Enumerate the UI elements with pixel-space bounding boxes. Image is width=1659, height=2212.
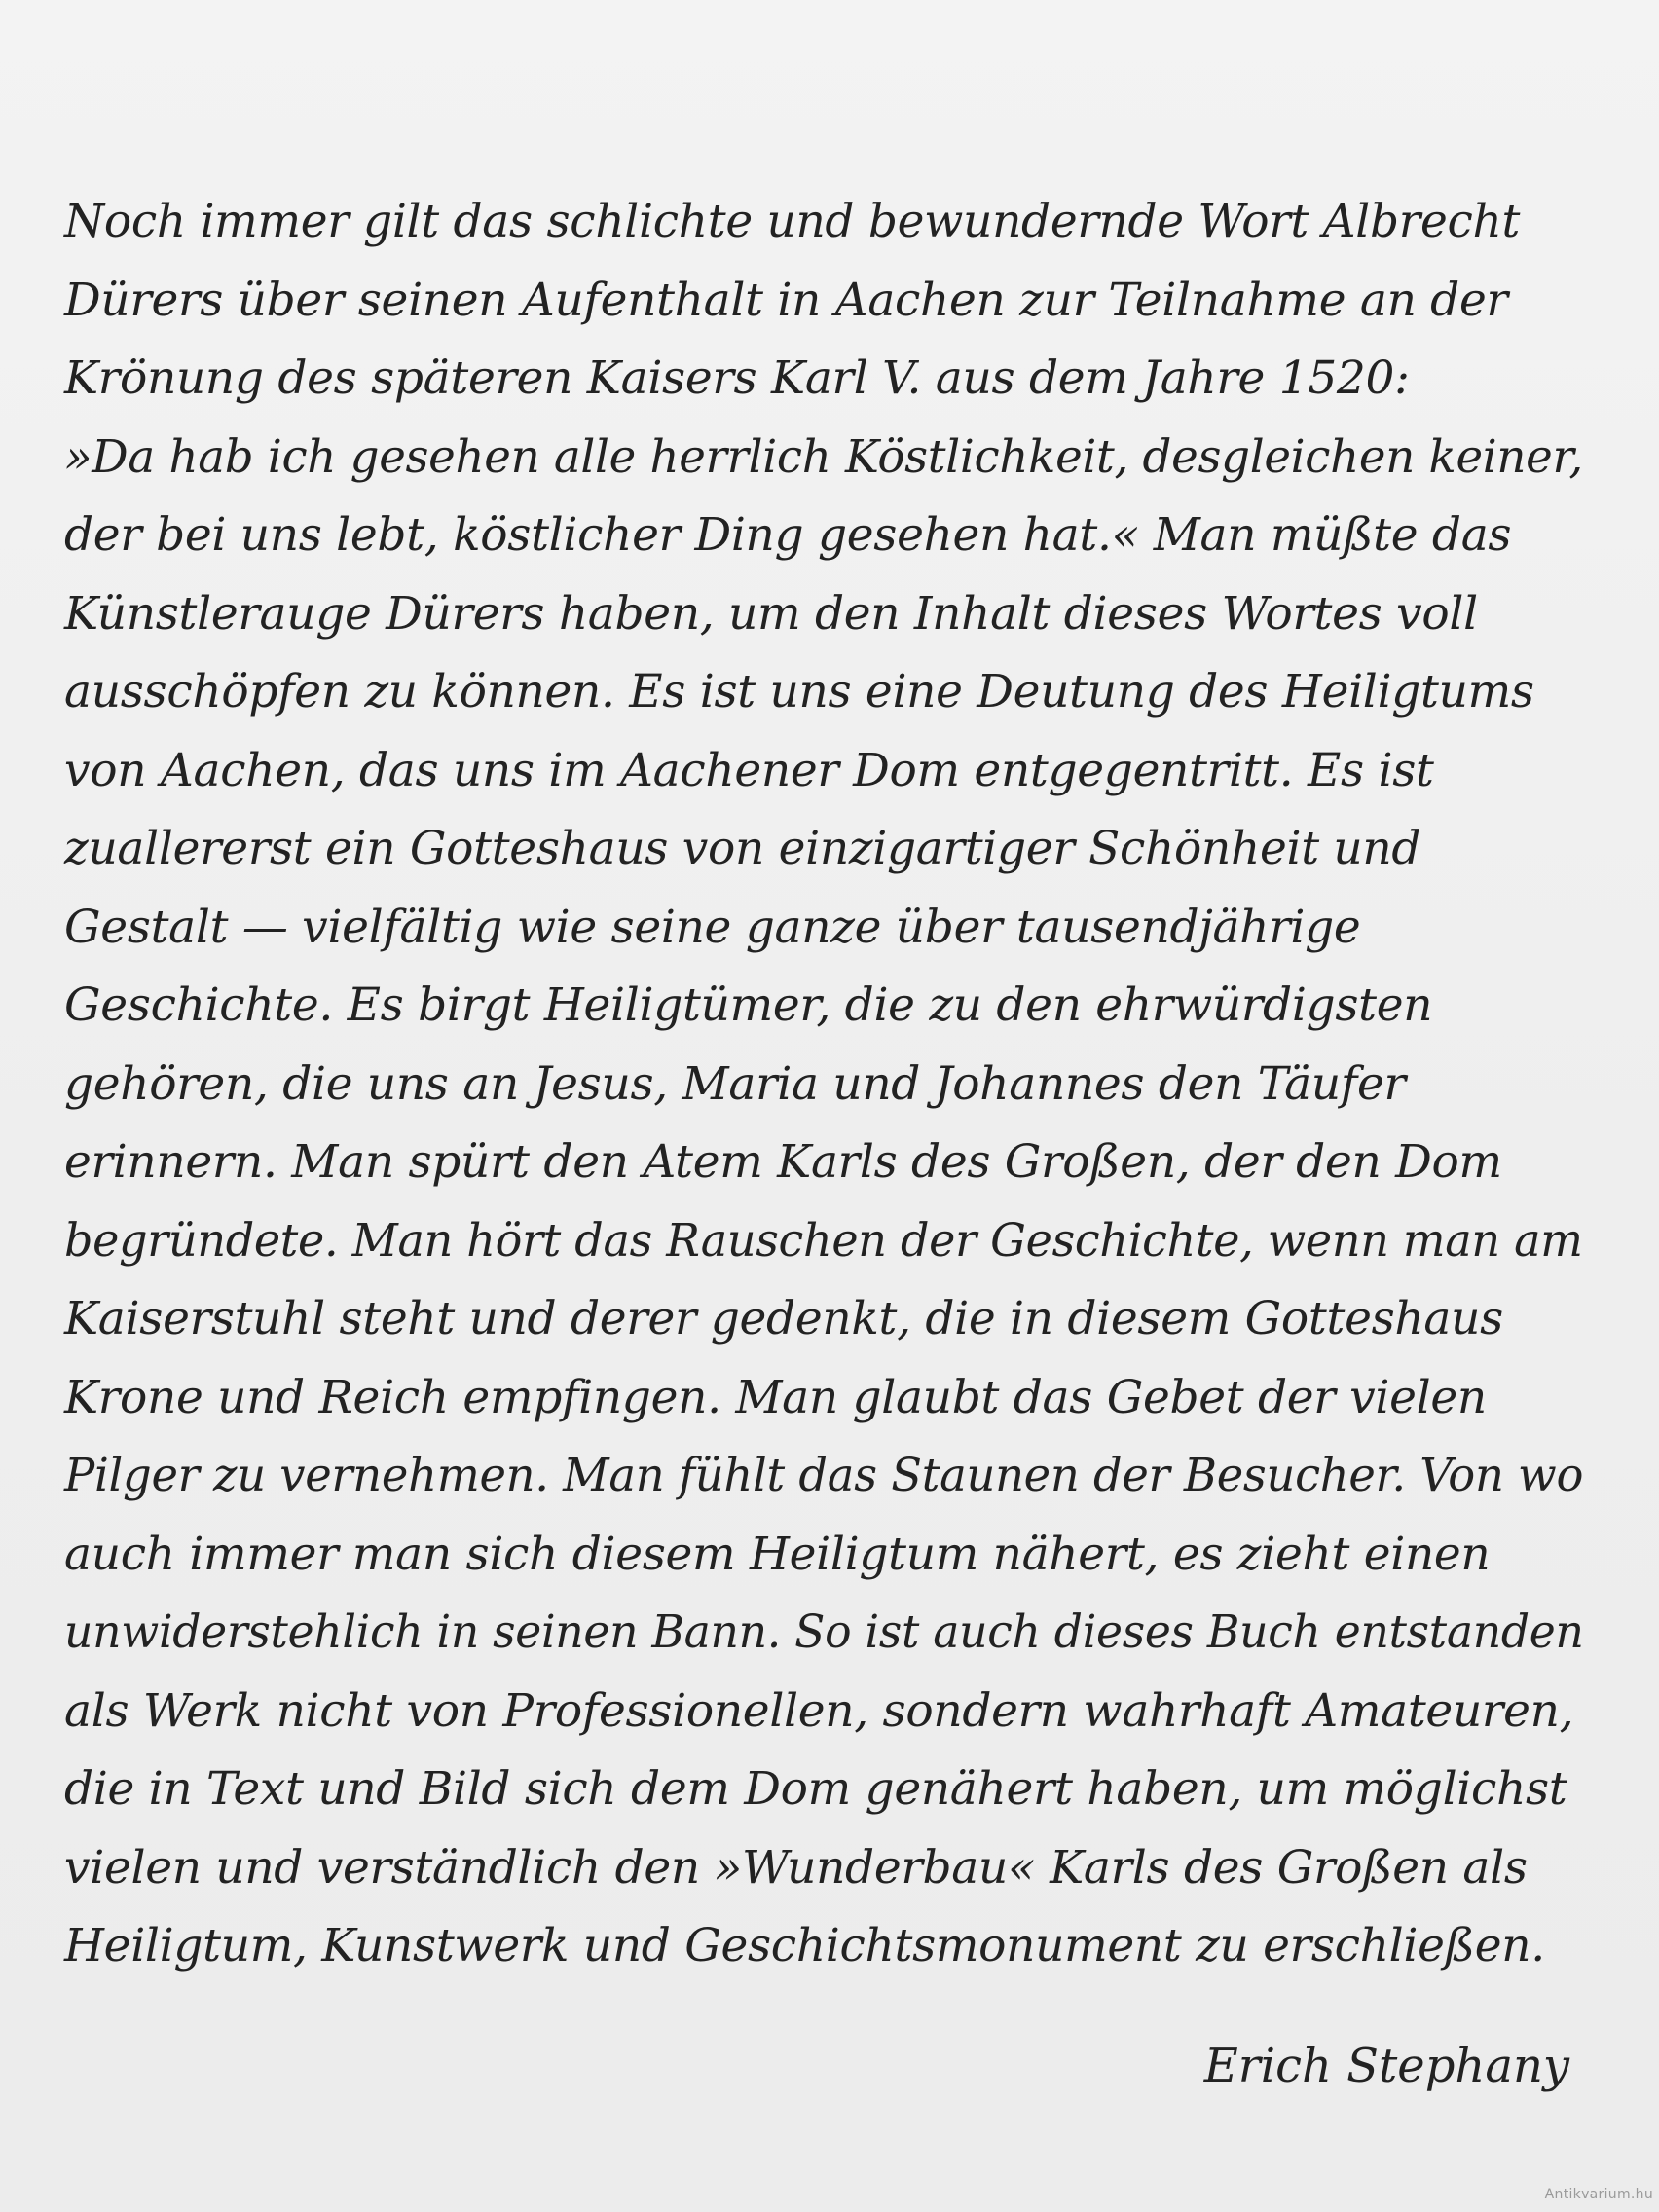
text-line: Noch immer gilt das schlichte und bewundernde Wort Albrecht [64, 195, 1521, 248]
text-line: erinnern. Man spürt den Atem Karls des Großen, der den Dom [64, 1135, 1502, 1189]
text-line: vielen und verständlich den »Wunderbau« Karls des Großen als [64, 1840, 1528, 1895]
text-line: zuallererst ein Gotteshaus von einzigartiger Schönheit und [64, 822, 1421, 875]
text-line: Gestalt — vielfältig wie seine ganze über tausendjährige [64, 900, 1361, 954]
watermark: Antikvarium.hu [1544, 2187, 1653, 2202]
text-line: ausschöpfen zu können. Es ist uns eine Deutung des Heiligtums [64, 665, 1534, 719]
text-line: Krönung des späteren Kaisers Karl V. aus dem Jahre 1520: [64, 351, 1410, 405]
text-line: auch immer man sich diesem Heiligtum nähert, es zieht einen [64, 1527, 1491, 1581]
text-line: Krone und Reich empfingen. Man glaubt das Gebet der vielen [64, 1370, 1487, 1424]
text-line: Geschichte. Es birgt Heiligtümer, die zu den ehrwürdigsten [64, 978, 1433, 1032]
text-line: Dürers über seinen Aufenthalt in Aachen zur Teilnahme an der [64, 273, 1508, 327]
text-line: die in Text und Bild sich dem Dom genähert haben, um möglichst [64, 1762, 1567, 1816]
text-line: als Werk nicht von Professionellen, sondern wahrhaft Amateuren, [64, 1683, 1574, 1738]
text-line: »Da hab ich gesehen alle herrlich Köstlichkeit, desgleichen keiner, [64, 429, 1583, 484]
text-line: unwiderstehlich in seinen Bann. So ist auch dieses Buch entstanden [64, 1605, 1584, 1659]
body-text [64, 183, 1583, 1986]
text-line: Kaiserstuhl steht und derer gedenkt, die in diesem Gotteshaus [64, 1292, 1503, 1346]
text-line: Pilger zu vernehmen. Man fühlt das Staunen der Besucher. Von wo [64, 1449, 1584, 1502]
text-line: der bei uns lebt, köstlicher Ding gesehen hat.« Man müßte das [64, 508, 1512, 562]
text-line: von Aachen, das uns im Aachener Dom entgegentritt. Es ist [64, 743, 1434, 797]
text-line: Künstlerauge Dürers haben, um den Inhalt dieses Wortes voll [64, 586, 1478, 641]
text-line: Heiligtum, Kunstwerk und Geschichtsmonument zu erschließen. [64, 1919, 1545, 1972]
author-signature: Erich Stephany [1203, 2039, 1569, 2093]
text-line: begründete. Man hört das Rauschen der Geschichte, wenn man am [64, 1213, 1583, 1268]
text-line: gehören, die uns an Jesus, Maria und Johannes den Täufer [64, 1056, 1406, 1111]
